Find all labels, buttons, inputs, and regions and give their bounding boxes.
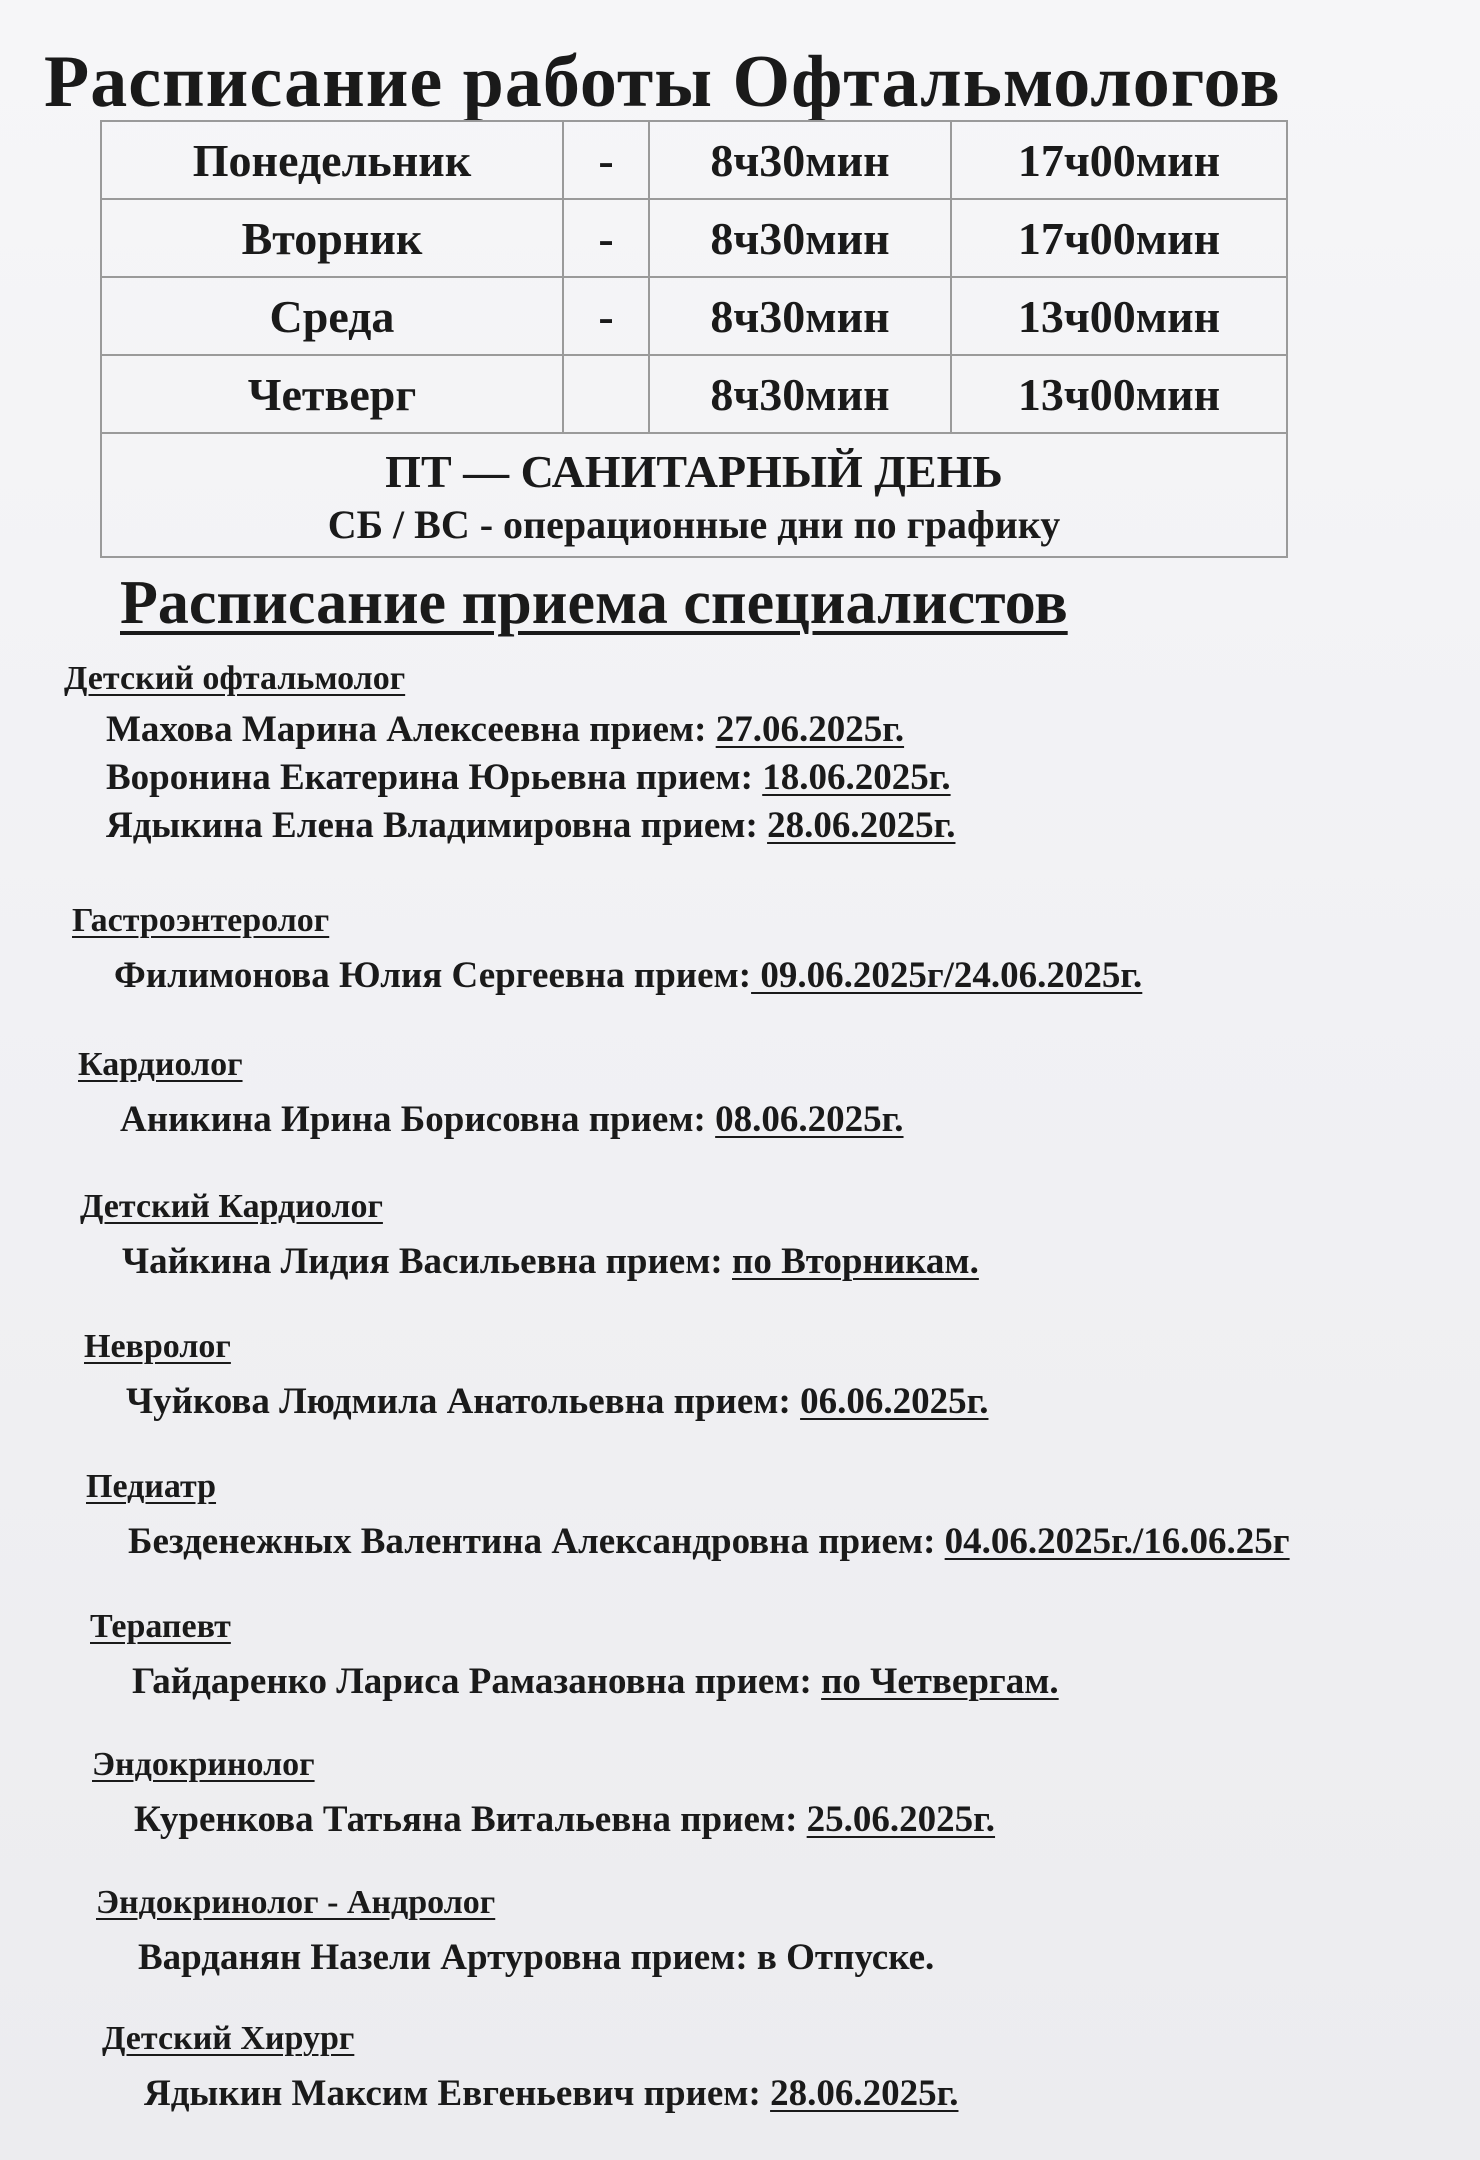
- table-note-row: [101, 433, 1287, 557]
- end-time-cell: 13ч00мин: [951, 277, 1287, 355]
- doctor-name: Ядыкина Елена Владимировна прием:: [106, 805, 758, 846]
- end-time-cell: 17ч00мин: [951, 121, 1287, 199]
- doctor-entry: [80, 1240, 979, 1283]
- specialty-heading: Терапевт: [90, 1608, 231, 1645]
- appointment-date: 08.06.2025г.: [715, 1099, 904, 1140]
- appointment-date: 06.06.2025г.: [800, 1381, 989, 1422]
- doctor-name: Филимонова Юлия Сергеевна прием:: [114, 955, 752, 996]
- appointment-date: 27.06.2025г.: [715, 709, 905, 750]
- specialists-title: Расписание приема специалистов: [120, 569, 1068, 637]
- doctor-entry: [84, 1380, 988, 1423]
- dash-cell: -: [563, 121, 649, 199]
- hours-table: [100, 120, 1288, 558]
- specialist-group: [96, 1884, 934, 1979]
- doctor-name: Аникина Ирина Борисовна прием:: [120, 1099, 706, 1140]
- day-cell: Среда: [101, 277, 563, 355]
- specialty-heading: Детский Кардиолог: [80, 1188, 383, 1225]
- doctor-name: Гайдаренко Лариса Рамазановна прием:: [132, 1661, 812, 1702]
- doctor-list: [64, 706, 955, 850]
- appointment-date: 25.06.2025г.: [806, 1799, 996, 1840]
- specialty-heading: Кардиолог: [78, 1046, 243, 1083]
- appointment-date: 09.06.2025г/24.06.2025г.: [751, 955, 1143, 996]
- doctor-entry: [106, 802, 955, 850]
- table-row: [101, 121, 1287, 199]
- start-time-cell: 8ч30мин: [649, 121, 951, 199]
- specialist-group: [90, 1608, 1059, 1703]
- table-row: [101, 277, 1287, 355]
- day-cell: Четверг: [101, 355, 563, 433]
- doctor-entry: [86, 1520, 1290, 1563]
- specialty-heading: Детский офтальмолог: [64, 660, 406, 697]
- doctor-entry: [92, 1798, 995, 1841]
- doctor-entry: [106, 754, 955, 802]
- specialty-heading: Невролог: [84, 1328, 231, 1365]
- specialist-group: [84, 1328, 988, 1423]
- specialty-heading: Детский Хирург: [102, 2020, 355, 2057]
- specialty-heading: Эндокринолог: [92, 1746, 315, 1783]
- end-time-cell: 13ч00мин: [951, 355, 1287, 433]
- specialist-group: [78, 1046, 904, 1141]
- doctor-entry: [90, 1660, 1059, 1703]
- table-note-cell: [101, 433, 1287, 557]
- doctor-entry: [72, 954, 1142, 997]
- day-cell: Понедельник: [101, 121, 563, 199]
- start-time-cell: 8ч30мин: [649, 277, 951, 355]
- doctor-entry: [102, 2072, 958, 2115]
- doctor-entry: [78, 1098, 904, 1141]
- specialist-group: [80, 1188, 979, 1283]
- doctor-entry: [96, 1936, 934, 1979]
- specialist-group: [102, 2020, 958, 2115]
- end-time-cell: 17ч00мин: [951, 199, 1287, 277]
- specialist-group: [92, 1746, 995, 1841]
- specialty-heading: Эндокринолог - Андролог: [96, 1884, 496, 1921]
- start-time-cell: 8ч30мин: [649, 199, 951, 277]
- specialty-heading: Гастроэнтеролог: [72, 902, 330, 939]
- dash-cell: -: [563, 199, 649, 277]
- page-title: Расписание работы Офтальмологов: [44, 41, 1281, 123]
- doctor-name: Чайкина Лидия Васильевна прием:: [122, 1241, 723, 1282]
- specialist-group: [64, 660, 955, 850]
- dash-cell: -: [563, 277, 649, 355]
- doctor-name: Чуйкова Людмила Анатольевна прием:: [126, 1381, 791, 1422]
- weekend-note: СБ / ВС - операционные дни по графику: [327, 502, 1061, 547]
- appointment-date: 28.06.2025г.: [767, 805, 956, 846]
- doctor-name: Махова Марина Алексеевна прием:: [106, 709, 707, 750]
- day-cell: Вторник: [101, 199, 563, 277]
- doctor-name: Куренкова Татьяна Витальевна прием:: [134, 1799, 798, 1840]
- doctor-name: Ядыкин Максим Евгеньевич прием:: [144, 2073, 761, 2114]
- doctor-name: Варданян Назели Артуровна прием: в Отпуске.: [138, 1937, 935, 1978]
- table-row: [101, 199, 1287, 277]
- appointment-date: 04.06.2025г./16.06.25г: [944, 1521, 1290, 1562]
- sanitary-day-note: ПТ — САНИТАРНЫЙ ДЕНЬ: [385, 446, 1003, 497]
- appointment-date: 18.06.2025г.: [762, 757, 951, 798]
- table-row: [101, 355, 1287, 433]
- specialist-group: [86, 1468, 1290, 1563]
- appointment-date: по Вторникам.: [732, 1241, 979, 1282]
- appointment-date: 28.06.2025г.: [770, 2073, 959, 2114]
- dash-cell: [563, 355, 649, 433]
- doctor-name: Безденежных Валентина Александровна прием:: [128, 1521, 936, 1562]
- specialist-group: [72, 902, 1142, 997]
- specialty-heading: Педиатр: [86, 1468, 217, 1505]
- appointment-date: по Четвергам.: [821, 1661, 1059, 1702]
- doctor-name: Воронина Екатерина Юрьевна прием:: [106, 757, 753, 798]
- start-time-cell: 8ч30мин: [649, 355, 951, 433]
- doctor-entry: [106, 706, 955, 754]
